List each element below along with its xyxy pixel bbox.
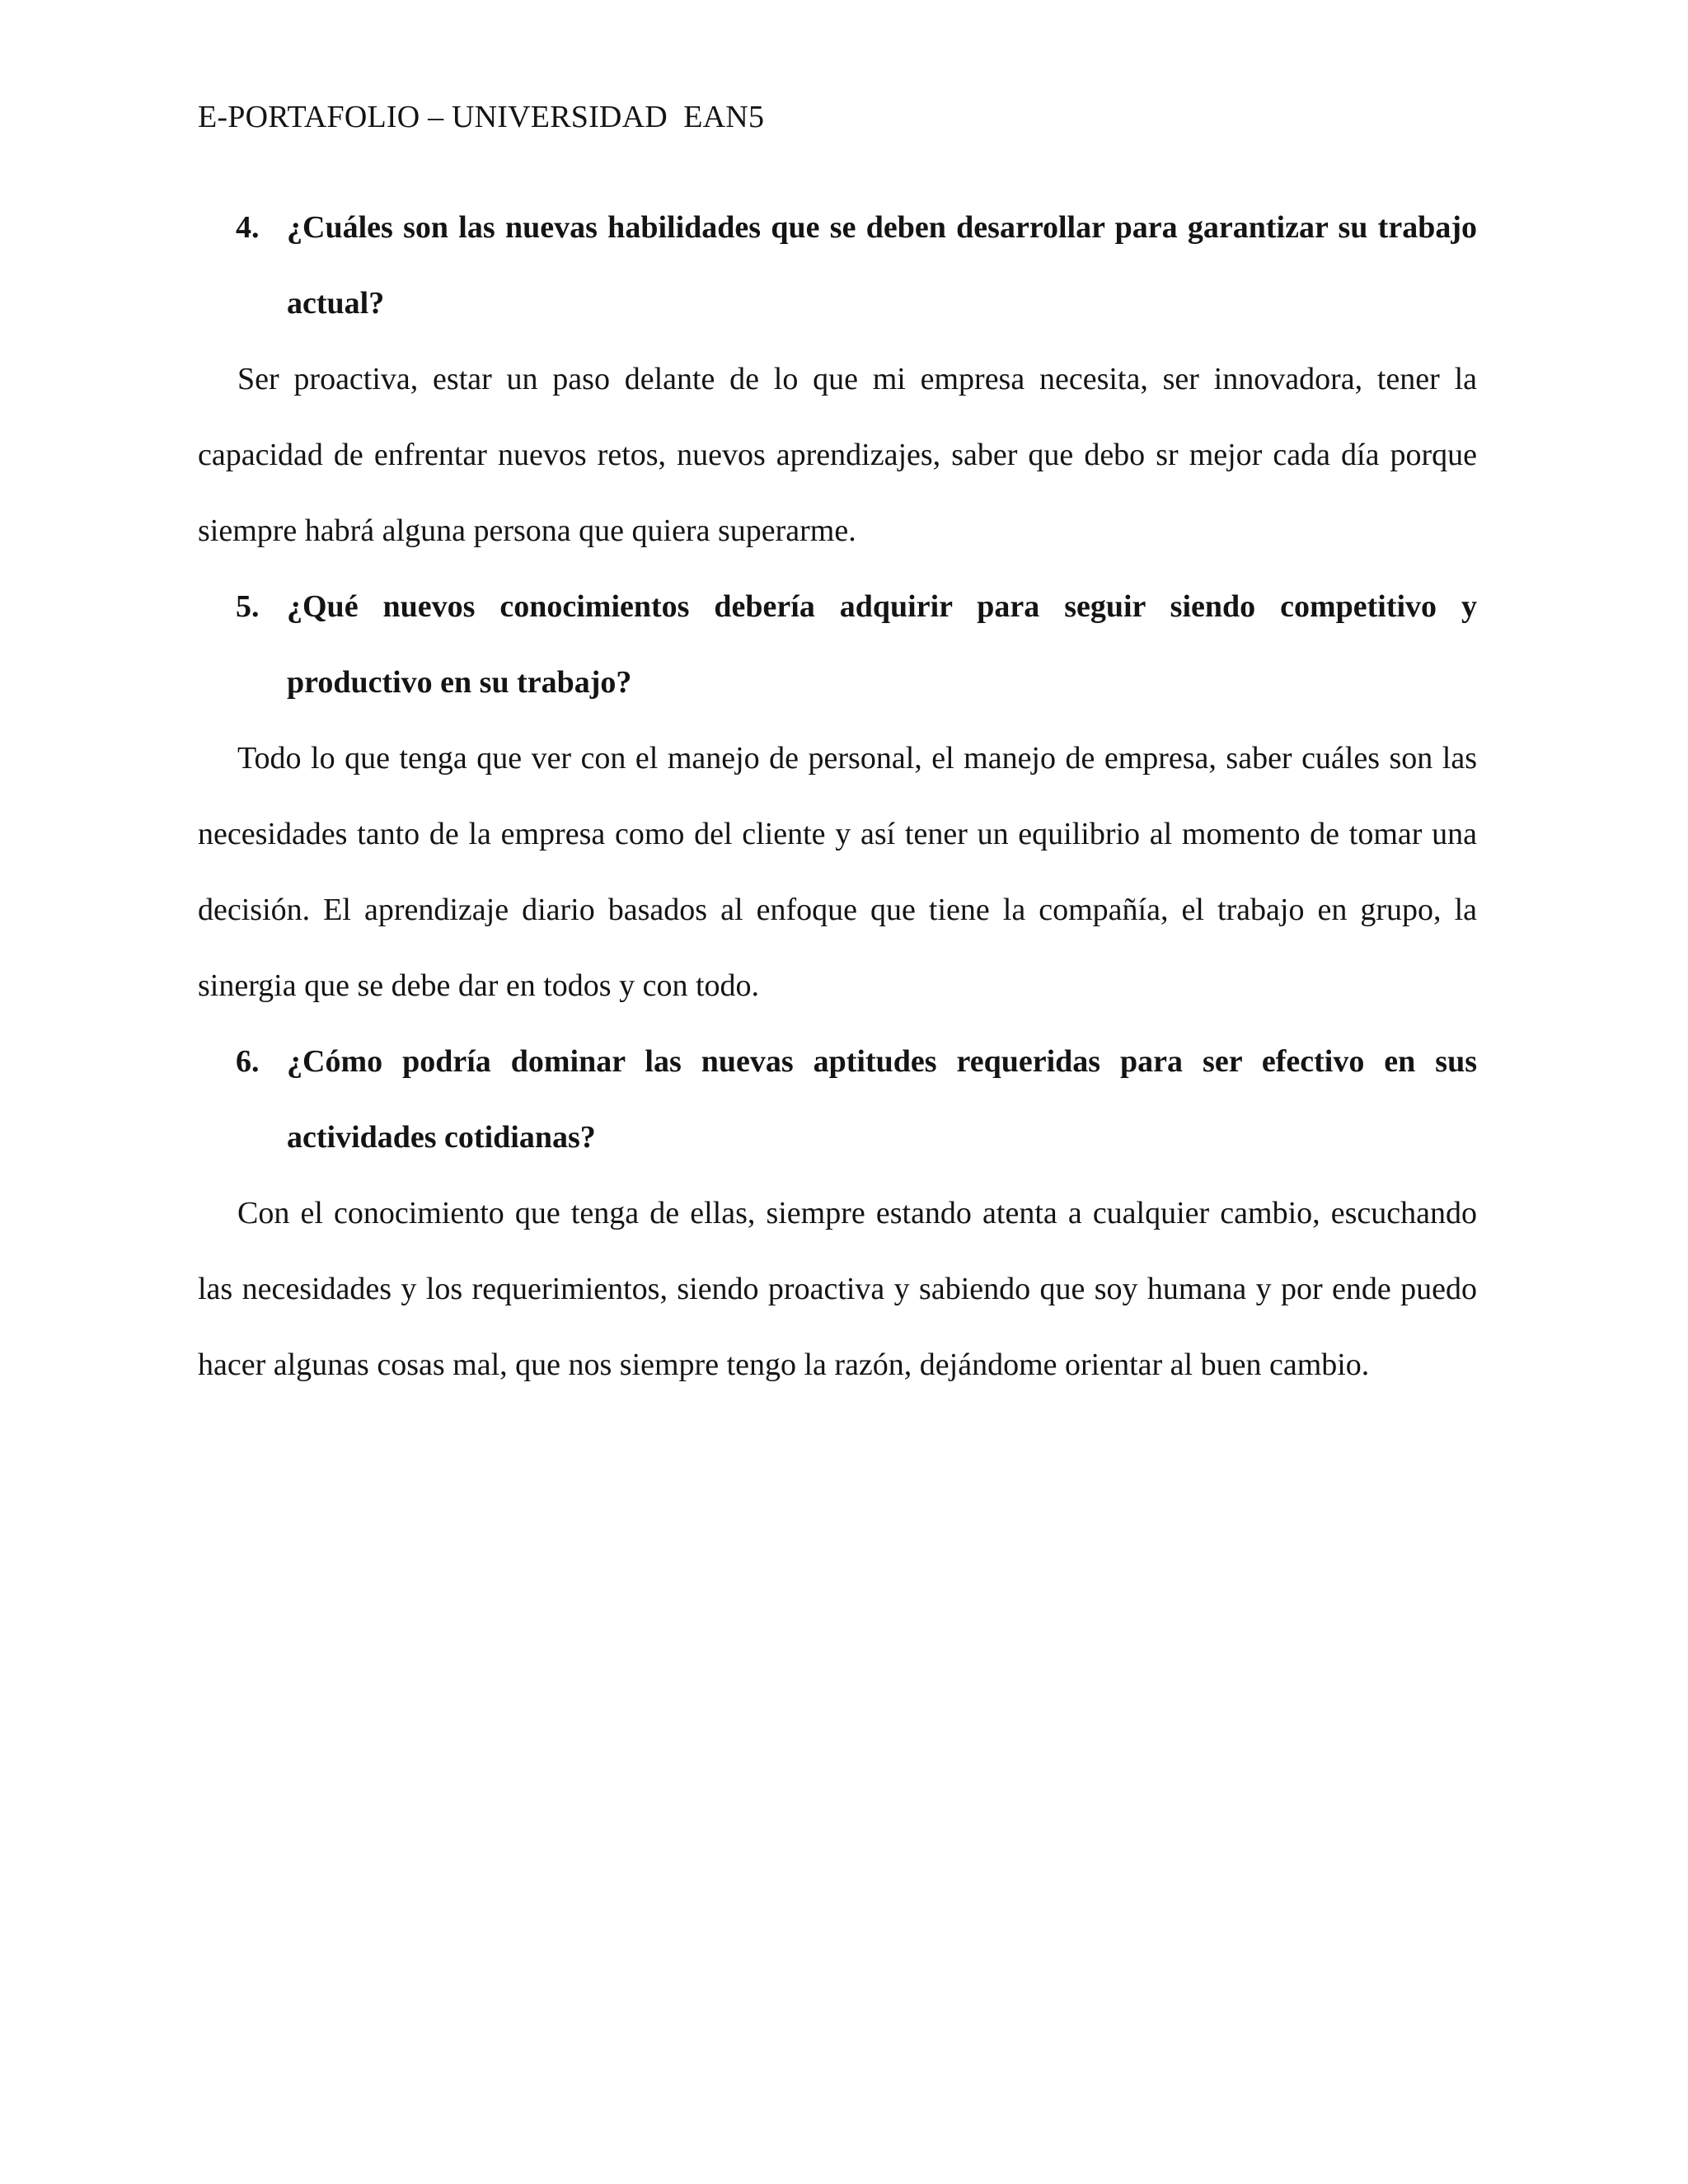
question-number: 6.: [236, 1044, 260, 1079]
running-header: E-PORTAFOLIO – UNIVERSIDAD EAN5: [198, 100, 765, 134]
question-4: [198, 190, 1477, 341]
question-text: ¿Cuáles son las nuevas habilidades que se deben desarrollar para garantizar su trabajo actual?: [287, 210, 1477, 321]
answer-5: Todo lo que tenga que ver con el manejo de personal, el manejo de empresa, saber cuáles son las necesidades tanto de la empresa como del cliente y así tener un equilibrio al momento de tomar una decisión. El aprendizaje diario basados al enfoque que tiene la compañía, el trabajo en grupo, la sinergia que se debe dar en todos y con todo.: [198, 741, 1477, 1003]
answer-4: Ser proactiva, estar un paso delante de lo que mi empresa necesita, ser innovadora, tener la capacidad de enfrentar nuevos retos, nuevos aprendizajes, saber que debo sr mejor cada día porque siempre habrá alguna persona que quiera superarme.: [198, 362, 1477, 548]
question-5: [198, 569, 1477, 720]
question-6: [198, 1024, 1477, 1175]
question-number: 5.: [236, 589, 260, 624]
question-text: ¿Cómo podría dominar las nuevas aptitudes requeridas para ser efectivo en sus actividades cotidianas?: [287, 1044, 1477, 1155]
answer-6: Con el conocimiento que tenga de ellas, siempre estando atenta a cualquier cambio, escuchando las necesidades y los requerimientos, siendo proactiva y sabiendo que soy humana y por ende puedo hacer algunas cosas mal, que nos siempre tengo la razón, dejándome orientar al buen cambio.: [198, 1196, 1477, 1382]
question-number: 4.: [236, 210, 260, 245]
question-text: ¿Qué nuevos conocimientos debería adquirir para seguir siendo competitivo y productivo en su trabajo?: [287, 589, 1477, 700]
document-body: [198, 190, 1477, 1403]
